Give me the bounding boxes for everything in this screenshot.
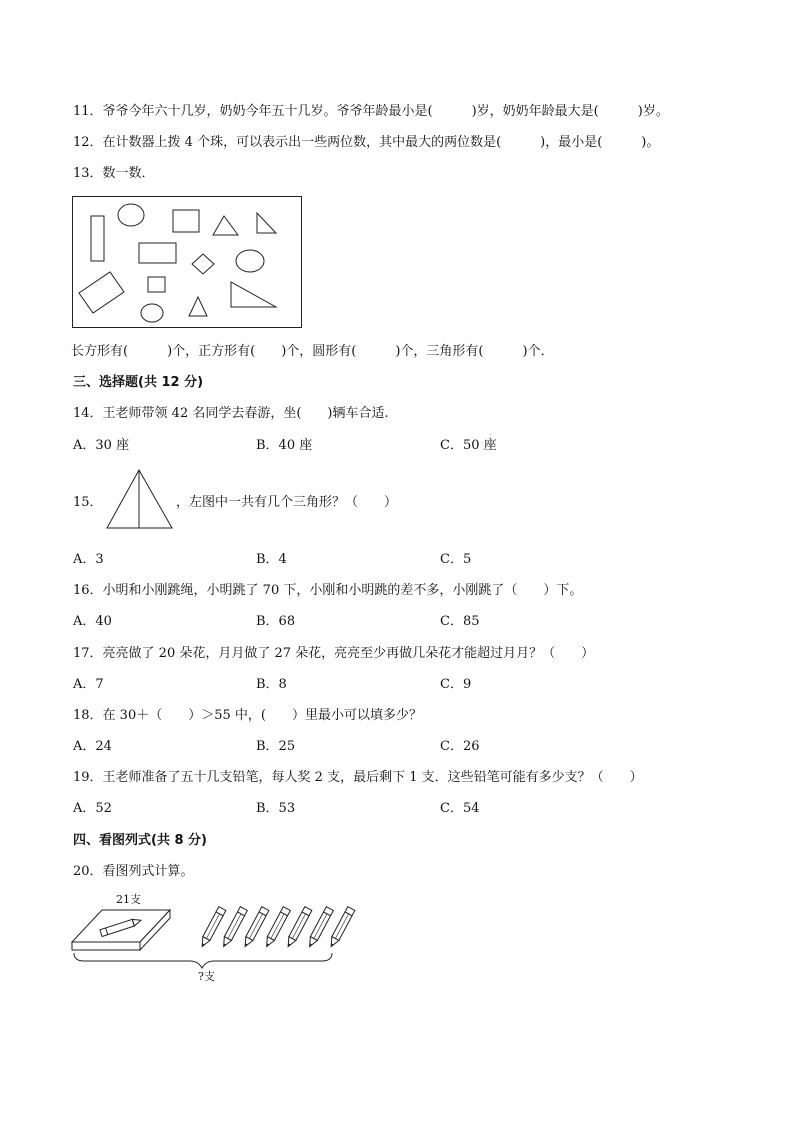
shapes-figure [72,196,302,333]
box-count-label: 21支 [116,893,141,906]
circle-shape [236,250,264,272]
section-heading-picture: 四、看图列式(共 8 分) [73,833,207,848]
circle-shape [118,204,144,226]
question-11: 11．爷爷今年六十几岁，奶奶今年五十几岁。爷爷年龄最小是( )岁，奶奶年龄最大是( )岁。 [73,104,669,119]
figure-frame [73,197,302,328]
question-17: 17．亮亮做了 20 朵花，月月做了 27 朵花，亮亮至少再做几朵花才能超过月月？（ ） [73,646,595,661]
option-c[interactable]: C．9 [440,677,472,692]
pencils-group [199,907,355,949]
question-13-answer: 长方形有( )个，正方形有( )个，圆形有( )个，三角形有( )个． [71,344,554,359]
small-square-shape [148,277,165,292]
section-heading-choice: 三、选择题(共 12 分) [73,375,204,390]
question-18: 18．在 30＋（ ）＞55 中，( ）里最小可以填多少？ [73,708,422,723]
option-a[interactable]: A．7 [73,677,104,692]
option-a[interactable]: A．24 [73,739,112,754]
pencils-figure [70,890,360,989]
question-15: ，左图中一共有几个三角形？（ ） [176,495,398,510]
option-a[interactable]: A．52 [73,801,112,816]
wide-rectangle [139,243,176,263]
diamond-square-shape [192,254,214,274]
option-c[interactable]: C．54 [440,801,480,816]
option-a[interactable]: A．3 [73,552,104,567]
option-b[interactable]: B．40 座 [256,438,313,453]
total-brace [74,953,332,968]
question-14: 14．王老师带领 42 名同学去春游，坐( )辆车合适. [73,406,389,421]
option-a[interactable]: A．40 [73,614,112,629]
right-triangle-shape [231,282,276,307]
question-13: 13．数一数． [73,166,155,181]
option-a[interactable]: A．30 座 [73,438,130,453]
option-b[interactable]: B．53 [256,801,296,816]
pencil-icon [199,907,226,949]
option-c[interactable]: C．5 [440,552,472,567]
option-b[interactable]: B．8 [256,677,287,692]
tilted-rectangle [79,272,124,313]
circle-shape [141,304,163,322]
question-19: 19．王老师准备了五十几支铅笔，每人奖 2 支，最后剩下 1 支．这些铅笔可能有多少支？（ ） [73,770,643,785]
option-b[interactable]: B．68 [256,614,296,629]
triangle-figure [106,468,174,534]
option-b[interactable]: B．25 [256,739,296,754]
option-c[interactable]: C．26 [440,739,480,754]
total-label: ?支 [198,970,215,983]
question-16: 16．小明和小刚跳绳，小明跳了 70 下，小刚和小明跳的差不多，小刚跳了（ ）下。 [73,583,583,598]
pencil-box-icon [72,910,170,950]
option-b[interactable]: B．4 [256,552,287,567]
option-c[interactable]: C．85 [440,614,480,629]
square-shape [173,210,199,232]
right-triangle-shape [257,213,276,233]
option-c[interactable]: C．50 座 [440,438,497,453]
tall-rectangle [91,216,104,261]
triangle-shape [213,216,238,235]
question-12: 12．在计数器上拨 4 个珠，可以表示出一些两位数，其中最大的两位数是( )，最小是( )。 [73,135,660,150]
question-20: 20．看图列式计算。 [73,864,194,879]
question-15-number: 15． [73,495,103,510]
triangle-shape [189,297,207,316]
